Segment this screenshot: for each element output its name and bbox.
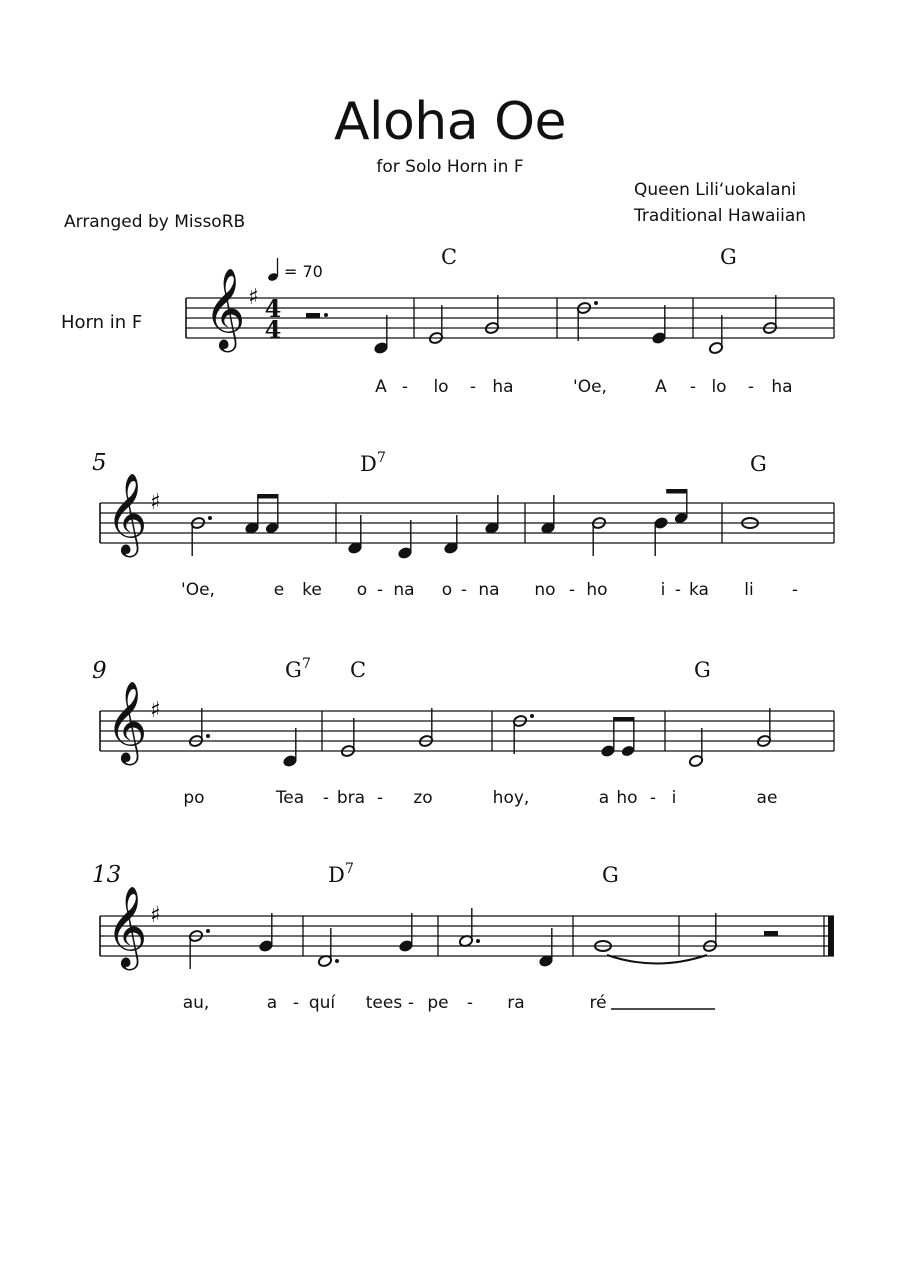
lyric-syllable: ae: [756, 788, 778, 808]
lyric-syllable: 'Oe,: [573, 377, 607, 397]
staff-system-1: [186, 258, 834, 355]
lyric-syllable: A: [375, 377, 387, 397]
staff-system-4: [100, 885, 834, 1009]
instrument-name: Horn in F: [61, 312, 143, 333]
lyric-syllable: bra: [336, 788, 366, 808]
lyric-hyphen: -: [747, 377, 755, 397]
lyric-hyphen: -: [469, 377, 477, 397]
beam: [666, 489, 687, 494]
sharp-icon: ♯: [248, 285, 259, 310]
lyric-syllable: ha: [771, 377, 793, 397]
lyric-syllable: a: [266, 993, 278, 1013]
lyric-syllable: au,: [182, 993, 210, 1013]
dot: [208, 516, 212, 520]
lyric-syllable: o: [441, 580, 453, 600]
chord-symbol: G: [750, 452, 767, 476]
half-rest-icon: [764, 931, 778, 936]
lyric-syllable: A: [655, 377, 667, 397]
lyric-syllable: ho: [616, 788, 638, 808]
measure-number: 5: [92, 450, 107, 476]
half-rest-icon: [306, 313, 320, 318]
chord-superscript: 7: [302, 656, 311, 672]
lyric-syllable: ke: [302, 580, 322, 600]
lyric-hyphen: -: [689, 377, 697, 397]
staff-system-2: [100, 472, 834, 560]
beam: [613, 717, 634, 722]
dot: [206, 929, 210, 933]
lyric-syllable: i: [671, 788, 677, 808]
dot: [335, 959, 339, 963]
lyric-syllable: pe: [427, 993, 449, 1013]
composer-name: Queen Liliʻuokalani: [634, 180, 797, 200]
arranger-credit: Arranged by MissoRB: [64, 212, 246, 232]
chord-superscript: 7: [345, 861, 354, 877]
staff-system-3: [100, 680, 834, 768]
chord-symbol: G: [694, 658, 711, 682]
lyric-syllable: e: [273, 580, 285, 600]
sharp-icon: ♯: [150, 490, 161, 515]
treble-clef-icon: 𝄞: [204, 267, 246, 349]
lyric-hyphen: -: [376, 580, 384, 600]
lyric-syllable: na: [478, 580, 500, 600]
lyric-hyphen: -: [407, 993, 415, 1013]
beam: [257, 494, 278, 499]
lyric-hyphen: -: [376, 788, 384, 808]
chord-symbol: C: [441, 245, 458, 269]
lyric-syllable: ha: [492, 377, 514, 397]
lyric-syllable: lo: [711, 377, 727, 397]
measure-number: 9: [92, 658, 107, 684]
lyric-syllable: li: [744, 580, 754, 600]
dot: [594, 301, 598, 305]
lyric-syllable: ka: [689, 580, 709, 600]
treble-clef-icon: 𝄞: [106, 472, 148, 554]
time-signature-bottom: 4: [264, 315, 282, 344]
lyric-hyphen: -: [292, 993, 300, 1013]
lyric-syllable: ré: [589, 993, 607, 1013]
measure-number: 13: [92, 862, 122, 888]
lyric-syllable: o: [356, 580, 368, 600]
score-subtitle: for Solo Horn in F: [376, 157, 524, 177]
lyric-hyphen: -: [466, 993, 474, 1013]
composer-origin: Traditional Hawaiian: [634, 206, 807, 226]
treble-clef-icon: 𝄞: [106, 885, 148, 967]
lyric-syllable: zo: [413, 788, 433, 808]
lyric-syllable: hoy,: [492, 788, 530, 808]
lyric-syllable: 'Oe,: [181, 580, 215, 600]
lyric-syllable: Tea: [275, 788, 305, 808]
lyric-syllable: ra: [507, 993, 525, 1013]
dot: [530, 714, 534, 718]
lyric-syllable: lo: [433, 377, 449, 397]
lyric-hyphen: -: [401, 377, 409, 397]
lyric-syllable: i: [660, 580, 666, 600]
chord-symbol: G: [285, 658, 302, 682]
sharp-icon: ♯: [150, 903, 161, 928]
time-signature-top: 4: [264, 294, 282, 323]
lyric-hyphen: -: [791, 580, 799, 600]
score-title: Aloha Oe: [333, 92, 567, 152]
lyric-hyphen: -: [568, 580, 576, 600]
chord-symbol: G: [720, 245, 737, 269]
lyric-syllable: ho: [586, 580, 608, 600]
chord-symbol: C: [350, 658, 367, 682]
lyric-syllable: na: [393, 580, 415, 600]
lyric-syllable: tees: [365, 993, 403, 1013]
lyric-syllable: po: [183, 788, 205, 808]
tempo-marking: = 70: [284, 262, 323, 281]
lyric-syllable: a: [598, 788, 610, 808]
chord-symbol: D: [328, 863, 345, 887]
lyric-syllable: quí: [308, 993, 336, 1013]
lyric-hyphen: -: [460, 580, 468, 600]
dot: [206, 734, 210, 738]
final-barline-thick: [828, 916, 834, 956]
treble-clef-icon: 𝄞: [106, 680, 148, 762]
lyric-hyphen: -: [674, 580, 682, 600]
lyric-hyphen: -: [322, 788, 330, 808]
lyric-hyphen: -: [649, 788, 657, 808]
dot: [324, 313, 328, 317]
chord-symbol: D: [360, 452, 377, 476]
lyric-syllable: no: [534, 580, 556, 600]
dot: [476, 939, 480, 943]
chord-symbol: G: [602, 863, 619, 887]
sharp-icon: ♯: [150, 698, 161, 723]
chord-superscript: 7: [377, 450, 386, 466]
